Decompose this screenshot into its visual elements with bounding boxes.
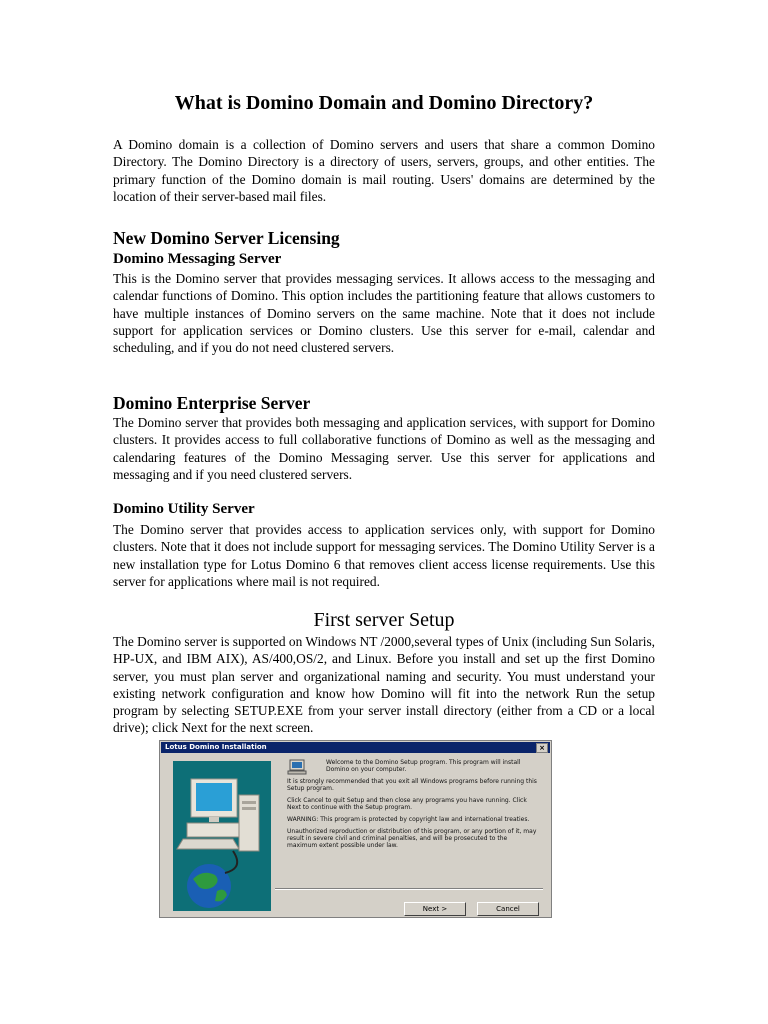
installer-warning-text: WARNING: This program is protected by copyright law and international treaties.: [287, 816, 530, 823]
installer-cancel-info-text: Click Cancel to quit Setup and then close any programs you have running. Click Next to continue with the Setup program.: [287, 797, 527, 811]
installer-titlebar: [161, 742, 550, 753]
installer-unauthorized-text: Unauthorized reproduction or distribution of this program, or any portion of it, may result in severe civil and criminal penalties, and will be prosecuted to the maximum extent possible under law.: [287, 828, 537, 849]
messaging-paragraph: This is the Domino server that provides messaging services. It allows access to the messaging and calendar functions of Domino. This option includes the partitioning feature that allows customers to have multiple instances of Domino servers on the same machine. Note that it does not include support for application services or Domino clusters. Use this server for e-mail, calendar and scheduling, and if you do not need clustered servers.: [113, 271, 655, 356]
installer-recommend-text: It is strongly recommended that you exit all Windows programs before running this Setup program.: [287, 778, 537, 792]
messaging-heading: Domino Messaging Server: [113, 251, 282, 267]
setup-paragraph: The Domino server is supported on Windows NT /2000,several types of Unix (including Sun Solaris, HP-UX, and IBM AIX), AS/400,OS/2, and Linux. Before you install and set up the first Domino server, you must plan server and organizational naming and security. You must understand your existing network configuration and know how Domino will fit into the network Run the setup program by selecting SETUP.EXE from your server install directory (either from a CD or a local drive); click Next for the next screen.: [113, 634, 655, 736]
computer-globe-illustration: [173, 761, 271, 911]
licensing-heading: New Domino Server Licensing: [113, 228, 340, 248]
installer-message: [287, 759, 537, 854]
installer-screenshot: [159, 740, 552, 918]
utility-heading: Domino Utility Server: [113, 501, 255, 517]
next-button[interactable]: Next >: [404, 902, 466, 916]
setup-heading: First server Setup: [313, 609, 455, 631]
intro-paragraph: A Domino domain is a collection of Domino servers and users that share a common Domino Directory. The Domino Directory is a directory of users, servers, groups, and other entities. The primary function of the Domino domain is mail routing. Users' domains are determined by the location of their server-based mail files.: [113, 137, 655, 204]
close-icon[interactable]: ×: [536, 743, 548, 753]
enterprise-heading: Domino Enterprise Server: [113, 393, 311, 413]
installer-welcome-text: Welcome to the Domino Setup program. This program will install Domino on your computer.: [326, 759, 521, 773]
cancel-button[interactable]: Cancel: [477, 902, 539, 916]
enterprise-paragraph: The Domino server that provides both messaging and application services, with support for Domino clusters. It provides access to full collaborative functions of Domino as well as the messaging and calendaring features of the Domino Messaging server. Use this server for applications and messaging and if you need clustered servers.: [113, 415, 655, 482]
installer-divider: [275, 888, 543, 890]
utility-paragraph: The Domino server that provides access to application services only, with support for Domino clusters. Note that it does not include support for messaging services. The Domino Utility Server is a new installation type for Lotus Domino 6 that removes client access license requirements. Use this server for applications where mail is not required.: [113, 522, 655, 589]
page-title: What is Domino Domain and Domino Directory?: [174, 92, 594, 114]
installer-title: Lotus Domino Installation: [165, 743, 267, 751]
